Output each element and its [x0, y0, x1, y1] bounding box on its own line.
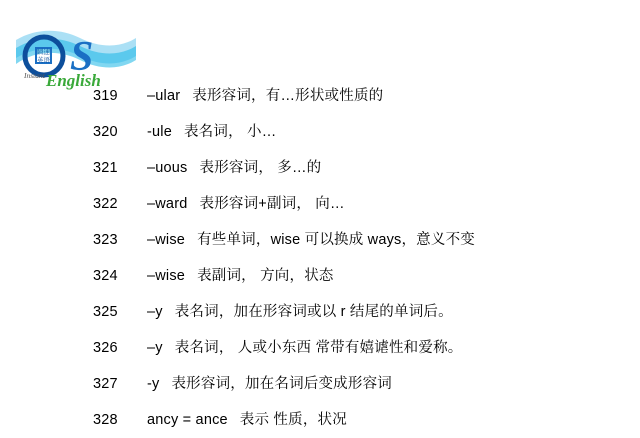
entry-number: 325 — [93, 304, 118, 320]
entry-suffix: ancy = ance — [147, 412, 228, 428]
entry-suffix: -y — [147, 376, 160, 392]
list-item — [0, 222, 640, 258]
entry-number: 321 — [93, 160, 118, 176]
entry-number: 326 — [93, 340, 118, 356]
entry-gloss: 表名词， 人或小东西 常带有嬉谑性和爱称。 — [174, 340, 463, 356]
list-item — [0, 150, 640, 186]
list-item — [0, 366, 640, 402]
entry-gloss: 有些单词，wise 可以换成 ways，意义不变 — [197, 232, 475, 248]
entry-number: 324 — [93, 268, 118, 284]
entry-gloss: 表形容词， 多…的 — [199, 160, 322, 176]
entry-gloss: 表形容词+副词， 向… — [199, 196, 345, 212]
entry-gloss: 表形容词，加在名词后变成形容词 — [171, 376, 392, 392]
suffix-entry-list — [0, 78, 640, 438]
list-item — [0, 78, 640, 114]
list-item — [0, 402, 640, 438]
entry-number: 319 — [93, 88, 118, 104]
entry-gloss: 表名词，加在形容词或以 r 结尾的单词后。 — [174, 304, 453, 320]
entry-gloss: 表形容词，有…形状或性质的 — [192, 88, 384, 104]
entry-suffix: –ular — [147, 88, 181, 104]
list-item — [0, 186, 640, 222]
svg-text:English: English — [46, 71, 101, 90]
entry-suffix: -ule — [147, 124, 172, 140]
svg-text:S: S — [70, 34, 94, 80]
svg-text:Instant: Instant — [24, 71, 45, 80]
entry-suffix: –uous — [147, 160, 188, 176]
entry-suffix: –wise — [147, 268, 186, 284]
svg-text:瞬速: 瞬速 — [37, 49, 50, 56]
entry-suffix: –y — [147, 340, 163, 356]
list-item — [0, 294, 640, 330]
entry-suffix: –y — [147, 304, 163, 320]
list-item — [0, 114, 640, 150]
entry-suffix: –wise — [147, 232, 186, 248]
entry-number: 323 — [93, 232, 118, 248]
entry-number: 328 — [93, 412, 118, 428]
entry-gloss: 表名词， 小… — [183, 124, 277, 140]
list-item — [0, 330, 640, 366]
entry-suffix: –ward — [147, 196, 188, 212]
entry-number: 320 — [93, 124, 118, 140]
entry-gloss: 表示 性质，状况 — [239, 412, 347, 428]
entry-number: 327 — [93, 376, 118, 392]
svg-text:英语: 英语 — [37, 57, 50, 64]
list-item — [0, 258, 640, 294]
entry-number: 322 — [93, 196, 118, 212]
entry-gloss: 表副词， 方向，状态 — [197, 268, 334, 284]
